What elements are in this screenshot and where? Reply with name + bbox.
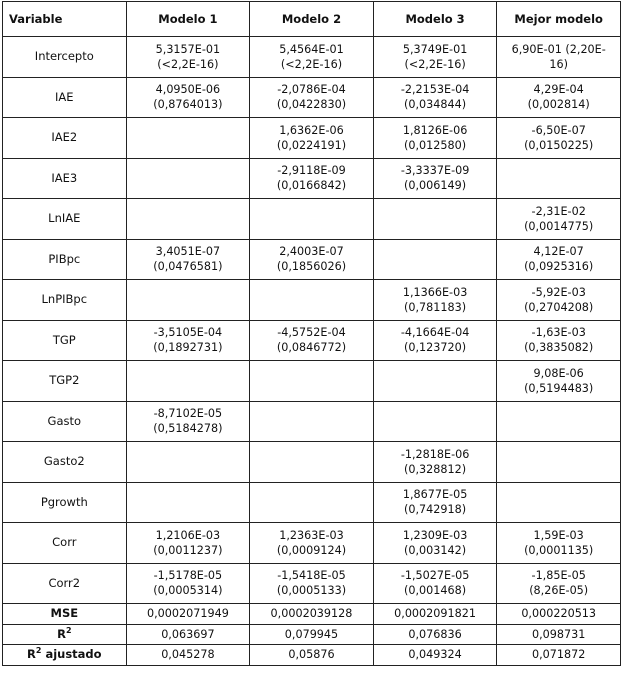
p-value: (0,0476581): [153, 260, 223, 274]
p-value: (0,0422830): [276, 98, 347, 112]
coefficient-value: 1,6362E-06: [279, 123, 344, 137]
header-variable: Variable: [3, 2, 127, 37]
coefficient-value: 5,3157E-01: [155, 42, 221, 56]
coefficient-cell: [373, 280, 497, 321]
coefficient-value: -1,5178E-05: [153, 569, 223, 583]
coefficient-cell: [126, 37, 250, 78]
coefficient-cell: [497, 482, 621, 523]
p-value: (0,0846772): [276, 341, 347, 355]
table-row: [3, 37, 621, 78]
coefficient-cell: [497, 523, 621, 564]
coefficient-cell: [373, 523, 497, 564]
table-row: [3, 442, 621, 483]
p-value: (0,3835082): [524, 341, 594, 355]
coefficient-cell: [497, 320, 621, 361]
p-value: 16): [549, 57, 568, 71]
coefficient-cell: [250, 442, 374, 483]
coefficient-cell: [126, 401, 250, 442]
p-value: (0,0005133): [276, 584, 347, 598]
table-row: [3, 118, 621, 159]
p-value: (0,0150225): [524, 138, 594, 152]
coefficient-cell: [373, 442, 497, 483]
coefficient-cell: [497, 239, 621, 280]
coefficient-value: 1,2363E-03: [279, 528, 344, 542]
coefficient-cell: [497, 361, 621, 402]
stat-label: R: [57, 626, 66, 641]
coefficient-cell: [250, 158, 374, 199]
p-value: (0,012580): [404, 138, 467, 152]
coefficient-value: -6,50E-07: [531, 123, 586, 137]
p-value: (0,781183): [404, 300, 467, 314]
coefficient-value: -1,2818E-06: [400, 447, 470, 461]
coefficient-value: -1,85E-05: [531, 569, 586, 583]
coefficient-value: -1,63E-03: [531, 326, 586, 340]
variable-cell: Gasto2: [3, 442, 127, 483]
coefficient-cell: [373, 118, 497, 159]
table-row: [3, 482, 621, 523]
variable-cell: IAE: [3, 77, 127, 118]
header-row: [3, 2, 621, 37]
table-row: [3, 361, 621, 402]
coefficient-cell: [126, 320, 250, 361]
coefficient-cell: [497, 77, 621, 118]
coefficient-cell: [497, 199, 621, 240]
coefficient-cell: [497, 158, 621, 199]
coefficient-cell: [126, 158, 250, 199]
p-value: (8,26E-05): [529, 584, 589, 598]
p-value: (0,8764013): [153, 98, 223, 112]
p-value: (<2,2E-16): [280, 57, 343, 71]
table-row: [3, 280, 621, 321]
coefficient-cell: [497, 563, 621, 604]
coefficient-value: 2,4003E-07: [279, 245, 344, 259]
table-row: [3, 401, 621, 442]
coefficient-cell: [497, 37, 621, 78]
coefficient-cell: [126, 239, 250, 280]
coefficient-cell: [373, 37, 497, 78]
stat-value-cell: 0,079945: [250, 624, 374, 645]
coefficient-value: 4,0950E-06: [155, 83, 221, 97]
coefficient-cell: [497, 442, 621, 483]
variable-cell: Intercepto: [3, 37, 127, 78]
coefficient-cell: [250, 563, 374, 604]
coefficient-value: -2,9118E-09: [277, 164, 346, 178]
coefficient-cell: [126, 563, 250, 604]
variable-cell: LnPIBpc: [3, 280, 127, 321]
p-value: (0,0005314): [153, 584, 223, 598]
coefficient-value: 4,12E-07: [533, 245, 584, 259]
stat-row: [3, 645, 621, 666]
p-value: (0,0014775): [524, 219, 594, 233]
coefficient-value: -2,31E-02: [531, 204, 586, 218]
coefficient-value: -2,0786E-04: [277, 83, 346, 97]
coefficient-cell: [497, 118, 621, 159]
regression-results-table: [2, 1, 621, 666]
stat-label-suffix: ajustado: [41, 647, 102, 662]
coefficient-value: -1,5027E-05: [400, 569, 470, 583]
coefficient-cell: [250, 118, 374, 159]
coefficient-value: 4,29E-04: [533, 83, 584, 97]
stat-value-cell: 0,0002071949: [126, 604, 250, 625]
coefficient-value: 1,1366E-03: [402, 285, 468, 299]
header-modelo-1: Modelo 1: [126, 2, 250, 37]
coefficient-cell: [250, 239, 374, 280]
table-row: [3, 239, 621, 280]
coefficient-cell: [373, 239, 497, 280]
p-value: (0,5194483): [524, 381, 594, 395]
coefficient-value: 1,2309E-03: [402, 528, 468, 542]
coefficient-value: -2,2153E-04: [400, 83, 470, 97]
table-row: [3, 77, 621, 118]
table-row: [3, 563, 621, 604]
p-value: (0,328812): [404, 462, 467, 476]
p-value: (0,742918): [404, 503, 467, 517]
variable-cell: Corr2: [3, 563, 127, 604]
stat-value-cell: 0,076836: [373, 624, 497, 645]
coefficient-value: 6,90E-01 (2,20E-: [511, 42, 606, 56]
p-value: (0,001468): [404, 584, 467, 598]
coefficient-cell: [250, 482, 374, 523]
coefficient-cell: [250, 37, 374, 78]
coefficient-value: 1,59E-03: [533, 528, 584, 542]
coefficient-value: -8,7102E-05: [153, 407, 223, 421]
stat-value-cell: 0,000220513: [497, 604, 621, 625]
variable-cell: TGP2: [3, 361, 127, 402]
coefficient-value: 9,08E-06: [533, 366, 584, 380]
coefficient-value: 3,4051E-07: [155, 245, 221, 259]
stat-row: [3, 604, 621, 625]
coefficient-cell: [250, 320, 374, 361]
coefficient-cell: [373, 77, 497, 118]
coefficient-value: -4,5752E-04: [277, 326, 346, 340]
p-value: (0,0925316): [524, 260, 594, 274]
coefficient-cell: [497, 280, 621, 321]
variable-cell: PIBpc: [3, 239, 127, 280]
header-modelo-2: Modelo 2: [250, 2, 374, 37]
stat-value-cell: 0,098731: [497, 624, 621, 645]
stat-label: R: [27, 647, 36, 662]
coefficient-cell: [373, 563, 497, 604]
p-value: (0,0009124): [276, 543, 347, 557]
coefficient-value: -4,1664E-04: [400, 326, 470, 340]
coefficient-cell: [373, 361, 497, 402]
coefficient-cell: [373, 482, 497, 523]
header-mejor-modelo: Mejor modelo: [497, 2, 621, 37]
p-value: (0,0011237): [153, 543, 223, 557]
stat-value-cell: 0,071872: [497, 645, 621, 666]
table-row: [3, 199, 621, 240]
stat-label-superscript: 2: [65, 625, 72, 635]
p-value: (0,123720): [404, 341, 467, 355]
variable-cell: Gasto: [3, 401, 127, 442]
stat-label: MSE: [50, 606, 79, 621]
coefficient-cell: [126, 280, 250, 321]
coefficient-cell: [373, 401, 497, 442]
coefficient-value: -1,5418E-05: [277, 569, 346, 583]
coefficient-value: -5,92E-03: [531, 285, 586, 299]
stat-value-cell: 0,0002039128: [250, 604, 374, 625]
coefficient-cell: [373, 158, 497, 199]
stat-value-cell: 0,049324: [373, 645, 497, 666]
coefficient-cell: [126, 77, 250, 118]
header-modelo-3: Modelo 3: [373, 2, 497, 37]
coefficient-cell: [250, 401, 374, 442]
coefficient-cell: [373, 199, 497, 240]
coefficient-value: -3,3337E-09: [400, 164, 470, 178]
p-value: (0,002814): [527, 98, 590, 112]
variable-cell: Corr: [3, 523, 127, 564]
variable-cell: IAE3: [3, 158, 127, 199]
coefficient-value: 1,8677E-05: [402, 488, 468, 502]
p-value: (0,0001135): [524, 543, 594, 557]
p-value: (0,006149): [404, 179, 467, 193]
stat-label-cell: [3, 604, 127, 625]
coefficient-cell: [126, 361, 250, 402]
stat-label-cell: [3, 624, 127, 645]
stat-value-cell: 0,063697: [126, 624, 250, 645]
coefficient-cell: [250, 199, 374, 240]
stat-value-cell: 0,05876: [250, 645, 374, 666]
variable-cell: LnIAE: [3, 199, 127, 240]
coefficient-cell: [126, 482, 250, 523]
coefficient-cell: [126, 118, 250, 159]
stat-label-cell: [3, 645, 127, 666]
table-row: [3, 158, 621, 199]
coefficient-value: 1,2106E-03: [155, 528, 221, 542]
coefficient-value: 5,3749E-01: [402, 42, 468, 56]
coefficient-cell: [497, 401, 621, 442]
p-value: (0,2704208): [524, 300, 594, 314]
variable-cell: TGP: [3, 320, 127, 361]
coefficient-cell: [250, 280, 374, 321]
coefficient-cell: [373, 320, 497, 361]
p-value: (0,5184278): [153, 422, 223, 436]
coefficient-value: -3,5105E-04: [153, 326, 223, 340]
coefficient-cell: [126, 199, 250, 240]
stat-value-cell: 0,0002091821: [373, 604, 497, 625]
coefficient-cell: [250, 523, 374, 564]
variable-cell: IAE2: [3, 118, 127, 159]
stat-label-superscript: 2: [35, 646, 42, 656]
p-value: (0,0224191): [276, 138, 347, 152]
coefficient-cell: [126, 442, 250, 483]
p-value: (0,003142): [404, 543, 467, 557]
p-value: (0,0166842): [276, 179, 347, 193]
coefficient-cell: [126, 523, 250, 564]
table-row: [3, 523, 621, 564]
p-value: (0,1892731): [153, 341, 223, 355]
p-value: (0,034844): [404, 98, 467, 112]
table-row: [3, 320, 621, 361]
coefficient-cell: [250, 361, 374, 402]
p-value: (<2,2E-16): [157, 57, 219, 71]
coefficient-value: 1,8126E-06: [402, 123, 468, 137]
p-value: (0,1856026): [276, 260, 347, 274]
variable-cell: Pgrowth: [3, 482, 127, 523]
p-value: (<2,2E-16): [404, 57, 466, 71]
table-body: [3, 37, 621, 666]
stat-value-cell: 0,045278: [126, 645, 250, 666]
coefficient-cell: [250, 77, 374, 118]
coefficient-value: 5,4564E-01: [279, 42, 344, 56]
stat-row: [3, 624, 621, 645]
